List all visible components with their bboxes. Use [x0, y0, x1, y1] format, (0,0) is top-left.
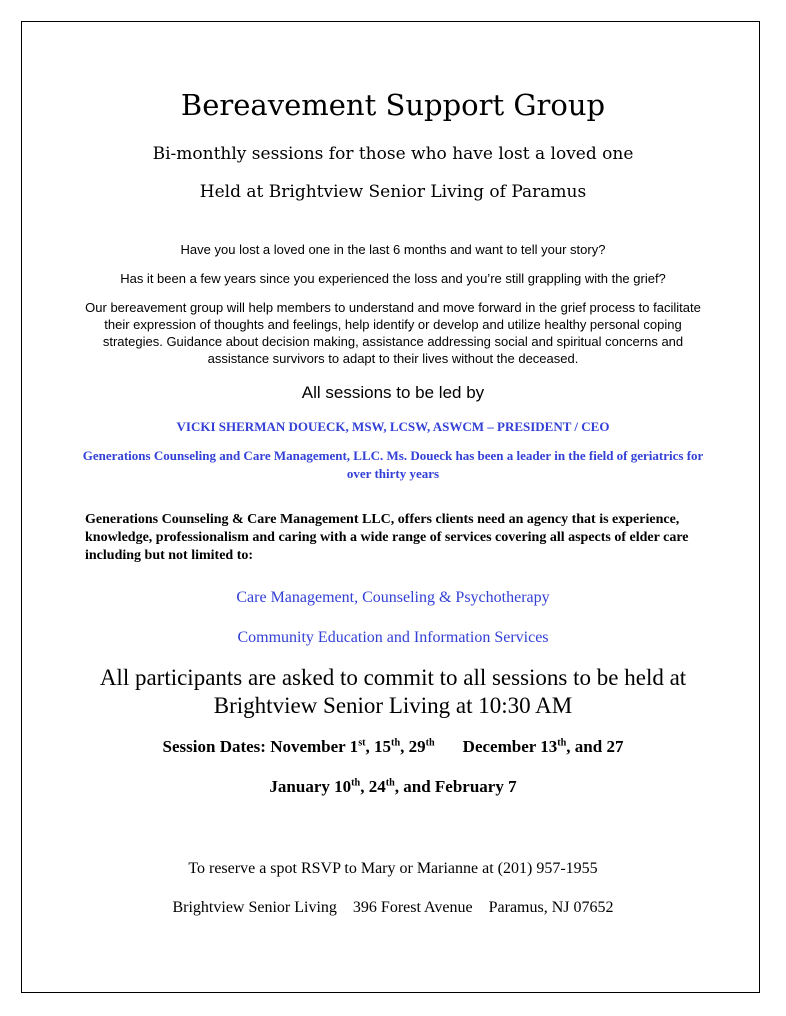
session-dates-line-1 [0, 737, 786, 757]
services-intro: Generations Counseling & Care Management LLC, offers clients need an agency that is experience, knowledge, professionalism and caring with a wide range of services covering all aspects of elder care including but not limited to: [85, 512, 689, 563]
organization-description: Generations Counseling and Care Management, LLC. Ms. Doueck has been a leader in the field of geriatrics for over thirty years [82, 448, 704, 481]
december-dates: December 13th, and 27 [462, 737, 624, 756]
page-title: Bereavement Support Group [180, 88, 606, 122]
rsvp-info: To reserve a spot RSVP to Mary or Marianne at (201) 957-1955 [188, 860, 598, 877]
january-february-dates: January 10th, 24th, and February 7 [269, 777, 517, 796]
commitment-notice [0, 664, 786, 720]
service-community-education: Community Education and Information Services [237, 629, 549, 646]
venue-name: Brightview Senior Living [172, 899, 337, 916]
session-dates-label: Session Dates: [162, 737, 266, 756]
question-recent-loss: Have you lost a loved one in the last 6 months and want to tell your story? [180, 242, 606, 257]
question-past-loss: Has it been a few years since you experienced the loss and you’re still grappling with the grief? [120, 271, 666, 286]
session-dates-line-2 [0, 777, 786, 797]
service-care-management: Care Management, Counseling & Psychotherapy [236, 589, 550, 606]
address-line [0, 899, 786, 917]
leader-name: VICKI SHERMAN DOUECK, MSW, LCSW, ASWCM – PRESIDENT / CEO [176, 419, 610, 434]
subtitle-sessions: Bi-monthly sessions for those who have lost a loved one [152, 144, 634, 164]
commitment-line-2: Brightview Senior Living at 10:30 AM [213, 693, 573, 718]
city-state-zip: Paramus, NJ 07652 [488, 899, 614, 916]
page-border [21, 21, 760, 993]
street-address: 396 Forest Avenue [352, 899, 473, 916]
november-dates: November 1st, 15th, 29th [270, 737, 435, 756]
group-description: Our bereavement group will help members to understand and move forward in the grief process to facilitate their expression of thoughts and feelings, help identify or develop and utilize healthy personal coping strategies. Guidance about decision making, assistance addressing social and spiritual concerns and assistance survivors to adapt to their lives without the deceased. [85, 300, 701, 366]
led-by-heading: All sessions to be led by [301, 383, 485, 402]
commitment-line-1: All participants are asked to commit to all sessions to be held at [99, 665, 687, 690]
subtitle-location: Held at Brightview Senior Living of Paramus [199, 182, 587, 202]
